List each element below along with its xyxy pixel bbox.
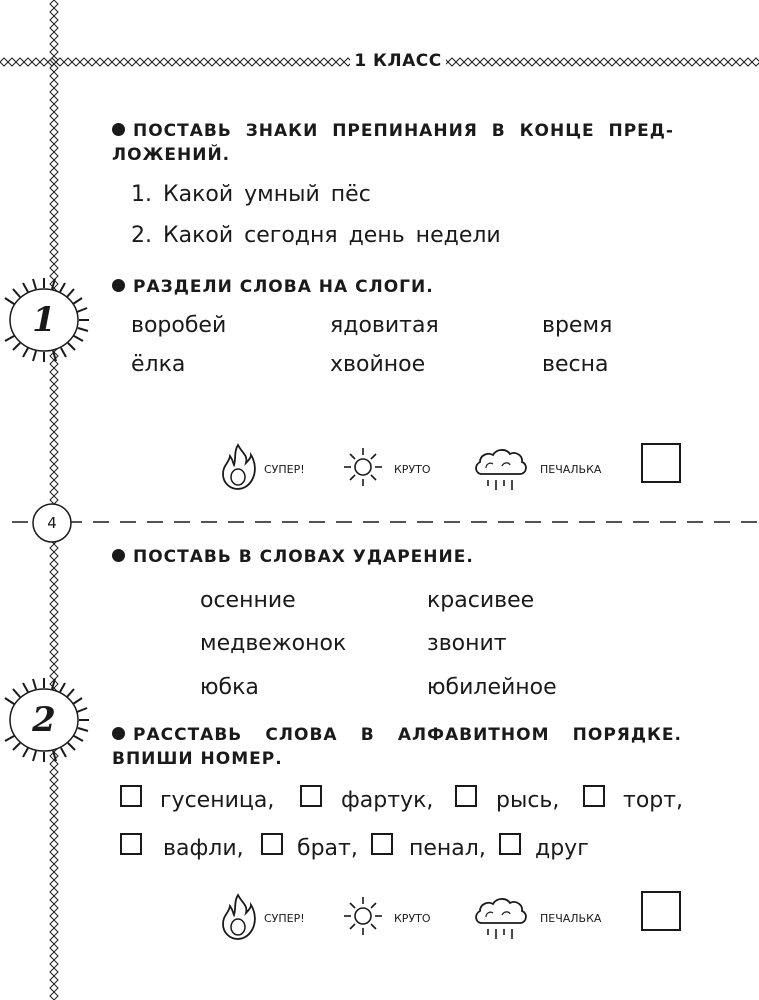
syllable-word: ёлка — [131, 352, 186, 377]
section-2-number: 2 — [32, 700, 56, 740]
rain-cloud-icon — [472, 895, 530, 943]
rating-label-cool: КРУТО — [394, 912, 431, 925]
rating-label-sad: ПЕЧАЛЬКА — [540, 463, 602, 476]
page-number: 4 — [47, 514, 57, 532]
syllable-word: ядовитая — [330, 313, 439, 338]
order-number-box[interactable] — [371, 833, 393, 855]
order-word: рысь, — [496, 788, 560, 813]
order-number-box[interactable] — [261, 833, 283, 855]
order-word: вафли, — [163, 836, 244, 861]
order-word: пенал, — [409, 836, 486, 861]
sentence-2: 2. Какой сегодня день недели — [131, 223, 501, 248]
order-number-box[interactable] — [455, 785, 477, 807]
order-number-box[interactable] — [120, 785, 142, 807]
sentence-1: 1. Какой умный пёс — [131, 182, 371, 207]
bullet-icon — [112, 279, 125, 292]
task-alphabet-title-cont: ВПИШИ НОМЕР. — [112, 749, 283, 769]
sun-icon — [342, 446, 384, 488]
task-alphabet-title: РАССТАВЬ СЛОВА В АЛФАВИТНОМ ПОРЯДКЕ. — [112, 723, 682, 747]
stress-word: красивее — [427, 588, 535, 613]
section-1-number: 1 — [32, 300, 56, 340]
stress-word: осенние — [200, 588, 296, 613]
grade-label: 1 КЛАСС — [350, 49, 446, 73]
task-punctuation-title: ПОСТАВЬ ЗНАКИ ПРЕПИНАНИЯ В КОНЦЕ ПРЕД- — [112, 119, 674, 143]
syllable-word: весна — [542, 352, 609, 377]
task-stress-title: ПОСТАВЬ В СЛОВАХ УДАРЕНИЕ. — [112, 545, 474, 569]
order-word: друг — [535, 836, 589, 861]
bullet-icon — [112, 727, 125, 740]
bullet-icon — [112, 123, 125, 136]
order-number-box[interactable] — [120, 833, 142, 855]
rating-label-super: СУПЕР! — [264, 912, 305, 925]
fire-icon — [218, 443, 258, 491]
order-number-box[interactable] — [499, 833, 521, 855]
order-word: брат, — [297, 836, 358, 861]
order-word: гусеница, — [160, 788, 275, 813]
rating-checkbox[interactable] — [641, 443, 681, 483]
task-syllables-title: РАЗДЕЛИ СЛОВА НА СЛОГИ. — [112, 275, 434, 299]
syllable-word: время — [542, 313, 613, 338]
order-word: торт, — [623, 788, 684, 813]
stress-word: медвежонок — [200, 631, 347, 656]
bullet-icon — [112, 549, 125, 562]
fire-icon — [218, 893, 258, 941]
order-number-box[interactable] — [300, 785, 322, 807]
rain-cloud-icon — [472, 446, 530, 494]
order-word: фартук, — [341, 788, 434, 813]
syllable-word: воробей — [131, 313, 227, 338]
stress-word: юбилейное — [427, 675, 557, 700]
sun-icon — [342, 895, 384, 937]
task-punctuation-title-cont: ЛОЖЕНИЙ. — [112, 145, 231, 165]
stress-word: юбка — [200, 675, 259, 700]
syllable-word: хвойное — [330, 352, 426, 377]
left-zigzag-border — [49, 0, 59, 1000]
rating-label-super: СУПЕР! — [264, 463, 305, 476]
rating-label-cool: КРУТО — [394, 463, 431, 476]
rating-checkbox[interactable] — [641, 891, 681, 931]
order-number-box[interactable] — [583, 785, 605, 807]
stress-word: звонит — [427, 631, 507, 656]
rating-label-sad: ПЕЧАЛЬКА — [540, 912, 602, 925]
